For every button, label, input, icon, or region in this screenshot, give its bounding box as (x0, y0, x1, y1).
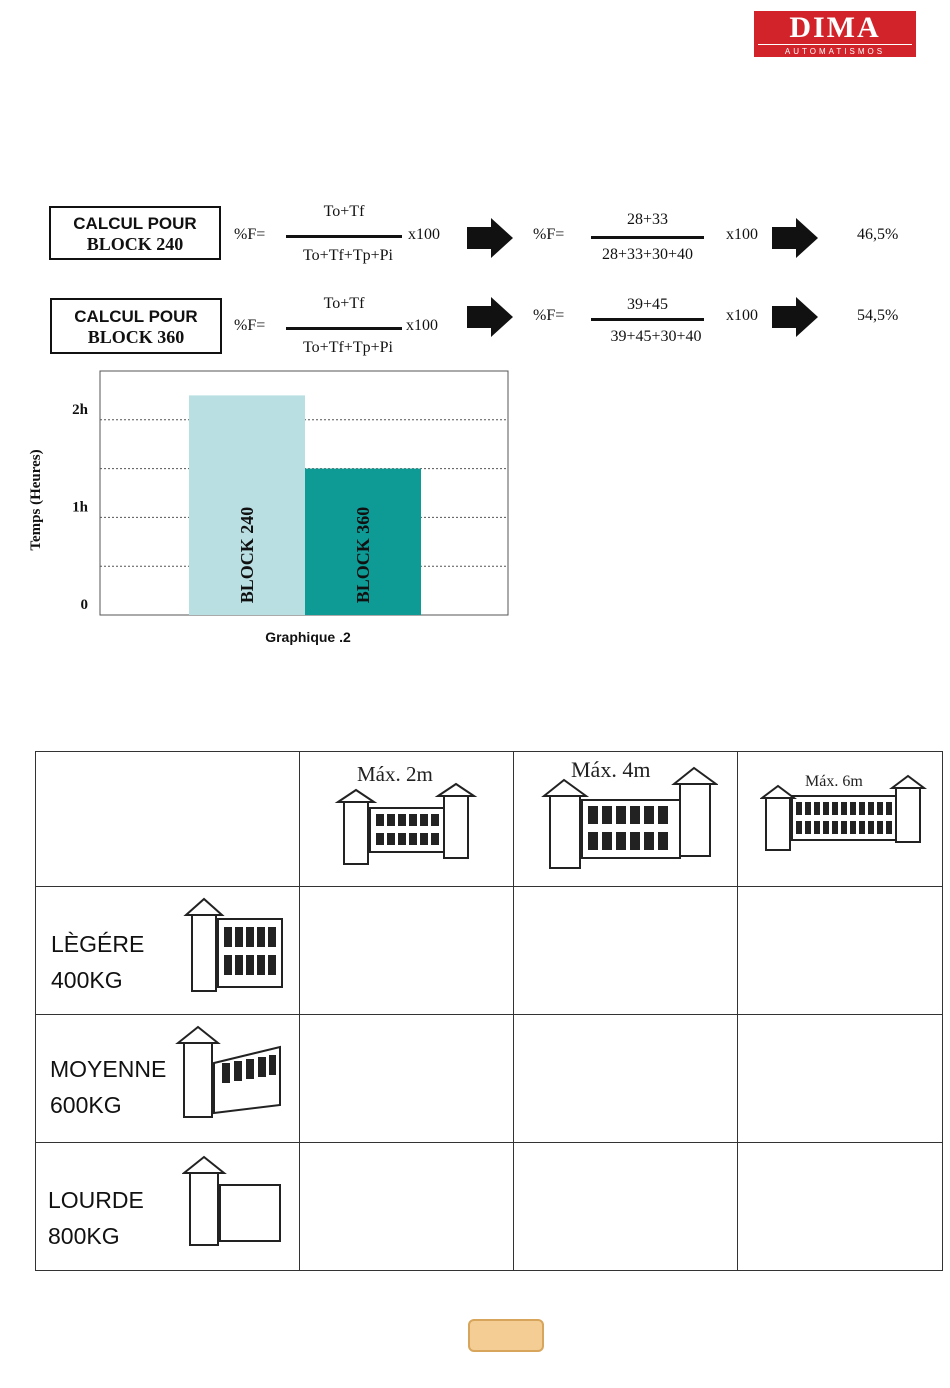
fraction-bar (286, 327, 402, 330)
weight-class: LOURDE (48, 1187, 144, 1213)
row-label (51, 926, 144, 998)
bar-chart (60, 365, 520, 655)
weight-class: LÈGÉRE (51, 931, 145, 957)
row-label (50, 1051, 166, 1123)
weight-value: 600KG (50, 1092, 122, 1118)
header-max-2m (300, 752, 514, 887)
formula-result: 54,5% (857, 307, 899, 324)
light-gate-icon (182, 893, 286, 997)
table-cell (300, 1015, 514, 1143)
header-max-6m (738, 752, 943, 887)
fraction-bar-values (591, 318, 704, 321)
table-cell (514, 1143, 738, 1271)
logo-divider (758, 44, 912, 45)
fraction-bar-values (591, 236, 704, 239)
formula-lhs: %F= (234, 226, 266, 243)
weight-value: 400KG (51, 967, 123, 993)
bar-label: BLOCK 240 (237, 506, 257, 604)
table-row (36, 1015, 943, 1143)
table-cell (514, 887, 738, 1015)
formula-result: 46,5% (857, 226, 899, 243)
formula-lhs-values: %F= (533, 307, 565, 324)
page-number-box (468, 1319, 544, 1352)
y-tick-label: 1h (72, 499, 88, 516)
table-cell (300, 1143, 514, 1271)
row-label-cell (36, 887, 300, 1015)
max-length-label: Máx. 6m (805, 773, 863, 790)
y-axis-label-wrap (2, 430, 66, 570)
table-row (36, 887, 943, 1015)
chart-title: Graphique .2 (265, 629, 351, 645)
table-cell (738, 1143, 943, 1271)
right-arrow-icon (467, 218, 513, 258)
formula-times-values: x100 (726, 226, 758, 243)
medium-gate-icon (174, 1019, 286, 1123)
gate-2m-icon (334, 782, 480, 868)
heavy-gate-icon (182, 1153, 286, 1251)
bar-label: BLOCK 360 (353, 506, 373, 604)
table-row (36, 1143, 943, 1271)
formula-numerator: To+Tf (323, 295, 365, 312)
max-length-label: Máx. 2m (357, 762, 433, 786)
table-cell (514, 1015, 738, 1143)
formula-numerator-values: 28+33 (626, 211, 669, 228)
y-tick-label: 0 (80, 597, 88, 613)
weight-class: MOYENNE (50, 1056, 167, 1082)
logo-subtitle: AUTOMATISMOS (784, 47, 886, 56)
header-max-4m (514, 752, 738, 887)
y-axis-label: Temps (Heures) (28, 449, 44, 551)
calc-box-line1: CALCUL POUR (74, 307, 198, 326)
weight-value: 800KG (48, 1223, 120, 1249)
right-arrow-icon (772, 218, 818, 258)
formula-lhs-values: %F= (533, 226, 565, 243)
gate-4m-icon (540, 766, 718, 872)
table-cell (300, 887, 514, 1015)
row-label-cell (36, 1015, 300, 1143)
formula-denominator-values: 39+45+30+40 (610, 328, 702, 345)
calc-box-block-360 (50, 298, 222, 354)
formula-times: x100 (408, 226, 440, 243)
dima-logo (754, 11, 916, 57)
logo-brand: DIMA (789, 11, 881, 44)
calc-box-block-240 (49, 206, 221, 260)
table-header-row (36, 752, 943, 887)
y-tick-label: 2h (72, 401, 88, 418)
formula-denominator-values: 28+33+30+40 (601, 246, 694, 263)
gate-table (35, 751, 943, 1271)
formula-numerator: To+Tf (323, 203, 365, 220)
max-length-label: Máx. 4m (571, 757, 651, 782)
formula-denominator: To+Tf+Tp+Pi (303, 247, 393, 264)
formula-times: x100 (406, 317, 438, 334)
formula-denominator: To+Tf+Tp+Pi (303, 339, 393, 356)
fraction-bar (286, 235, 402, 238)
right-arrow-icon (467, 297, 513, 337)
right-arrow-icon (772, 297, 818, 337)
table-cell (738, 887, 943, 1015)
calc-box-line2: BLOCK 360 (87, 327, 185, 347)
header-empty-cell (36, 752, 300, 887)
calc-box-line2: BLOCK 240 (86, 234, 184, 254)
table-cell (738, 1015, 943, 1143)
row-label (48, 1182, 144, 1254)
calc-box-line1: CALCUL POUR (73, 214, 197, 233)
formula-lhs: %F= (234, 317, 266, 334)
formula-times-values: x100 (726, 307, 758, 324)
formula-numerator-values: 39+45 (626, 296, 669, 313)
row-label-cell (36, 1143, 300, 1271)
gate-6m-icon (760, 774, 928, 856)
